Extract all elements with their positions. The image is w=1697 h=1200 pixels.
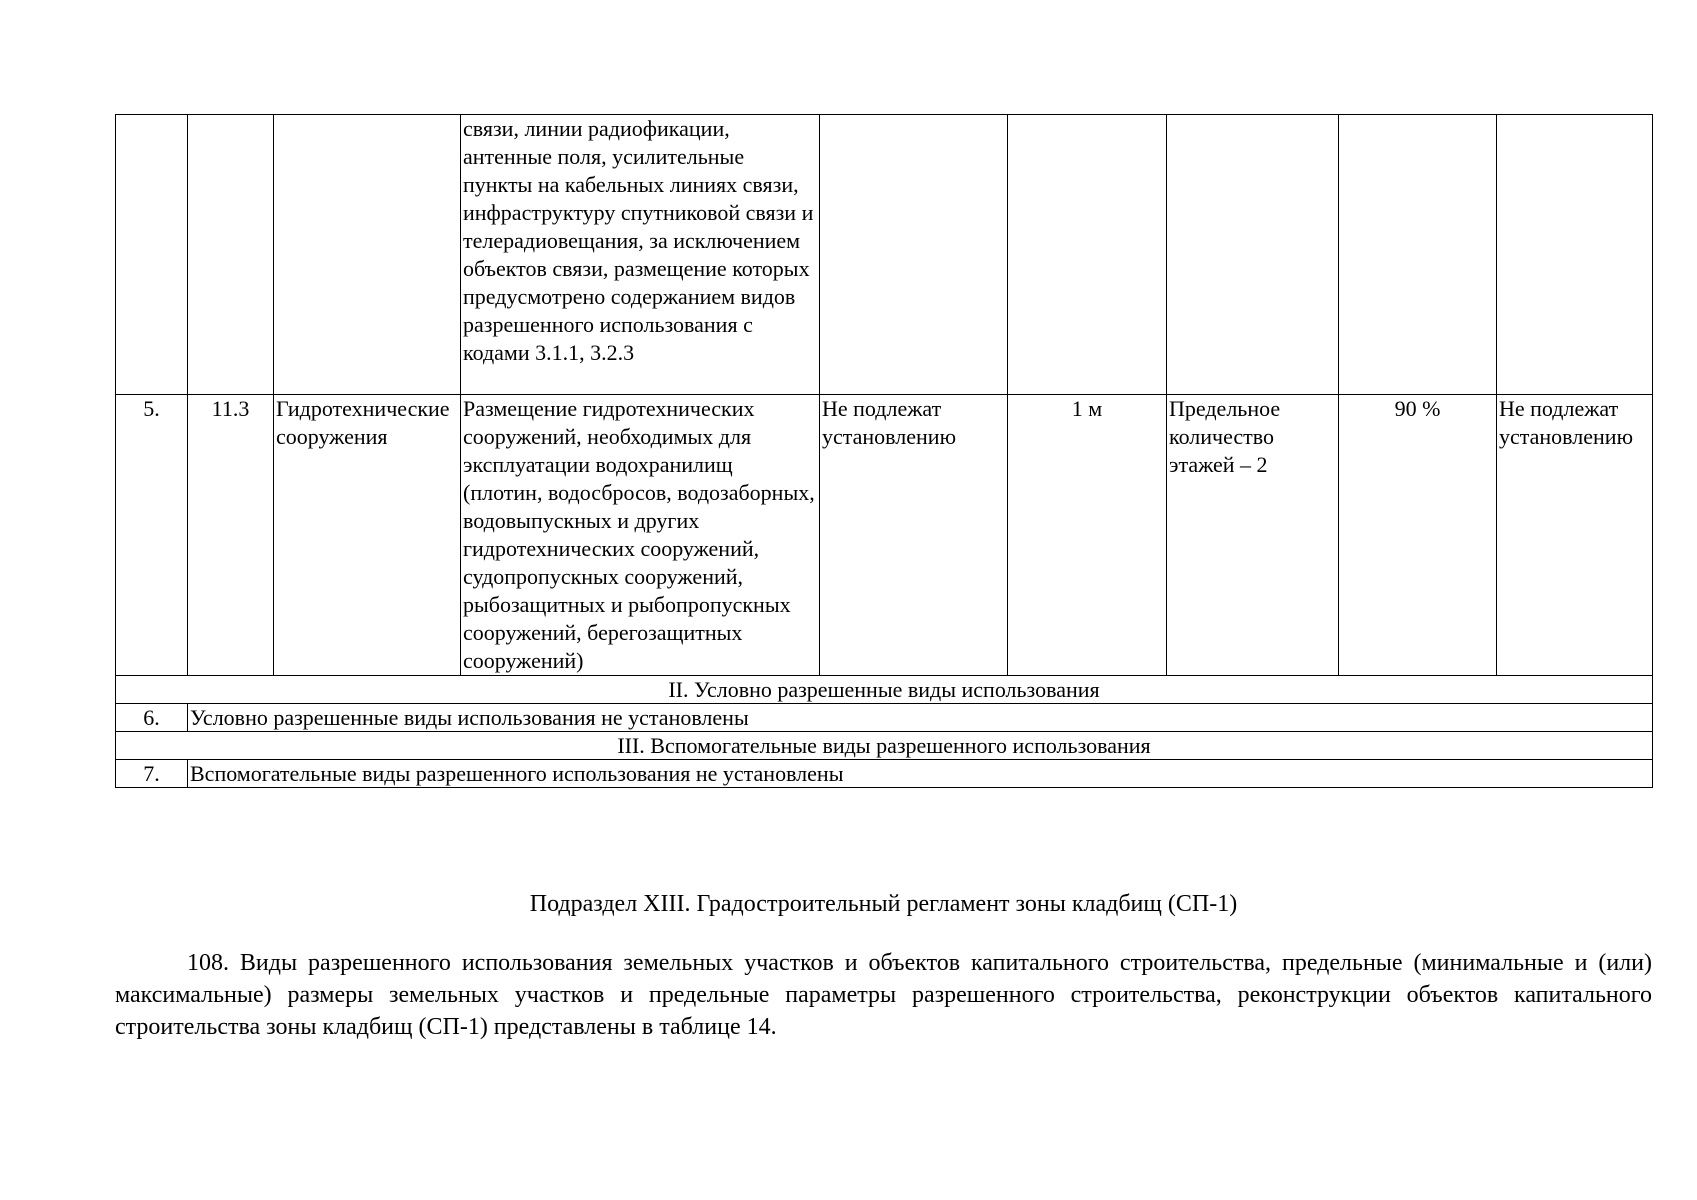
cell-floors: Предельное количество этажей – 2 (1167, 395, 1339, 676)
cell-description: Размещение гидротехнических сооружений, необходимых для эксплуатации водохранилищ (плотин, водосбросов, водозаборных, водовыпускных и других гидротехнических сооружений, судопропускных сооружений, рыбозащитных и рыбопропускных сооружений, берегозащитных сооружений) (461, 395, 820, 676)
cell-plot-size (820, 115, 1008, 395)
paragraph-108: 108. Виды разрешенного использования земельных участков и объектов капитального строительства, предельные (минимальные и (или) максимальные) размеры земельных участков и предельные параметры разрешенного строительства, реконструкции объектов капитального строительства зоны кладбищ (СП-1) представлены в таблице 14. (115, 950, 1652, 1040)
cell-other: Не подлежат установлению (1497, 395, 1653, 676)
cell-merged-text: Вспомогательные виды разрешенного использования не установлены (188, 760, 1653, 788)
subsection-title: Подраздел XIII. Градостроительный регламент зоны кладбищ (СП-1) (529, 891, 1238, 917)
cell-code: 11.3 (188, 395, 274, 676)
table-row-6 (116, 704, 1653, 732)
section-header-2: II. Условно разрешенные виды использования (116, 676, 1653, 704)
cell-num: 6. (116, 704, 188, 732)
regulation-table (115, 114, 1653, 788)
cell-coverage (1339, 115, 1497, 395)
cell-description: связи, линии радиофикации, антенные поля, усилительные пункты на кабельных линиях связи, инфраструктуру спутниковой связи и телерадиовещания, за исключением объектов связи, размещение которых предусмотрено содержанием видов разрешенного использования с кодами 3.1.1, 3.2.3 (461, 115, 820, 395)
cell-floors (1167, 115, 1339, 395)
cell-code (188, 115, 274, 395)
cell-coverage: 90 % (1339, 395, 1497, 676)
table-row-5 (116, 395, 1653, 676)
cell-merged-text: Условно разрешенные виды использования не установлены (188, 704, 1653, 732)
cell-name (274, 115, 461, 395)
cell-num: 7. (116, 760, 188, 788)
section-header-row (116, 732, 1653, 760)
cell-setback: 1 м (1008, 395, 1167, 676)
table-row-continuation (116, 115, 1653, 395)
cell-setback (1008, 115, 1167, 395)
cell-other (1497, 115, 1653, 395)
cell-num: 5. (116, 395, 188, 676)
cell-plot-size: Не подлежат установлению (820, 395, 1008, 676)
table-row-7 (116, 760, 1653, 788)
section-header-3: III. Вспомогательные виды разрешенного использования (116, 732, 1653, 760)
cell-name: Гидротехнические сооружения (274, 395, 461, 676)
cell-num (116, 115, 188, 395)
section-header-row (116, 676, 1653, 704)
